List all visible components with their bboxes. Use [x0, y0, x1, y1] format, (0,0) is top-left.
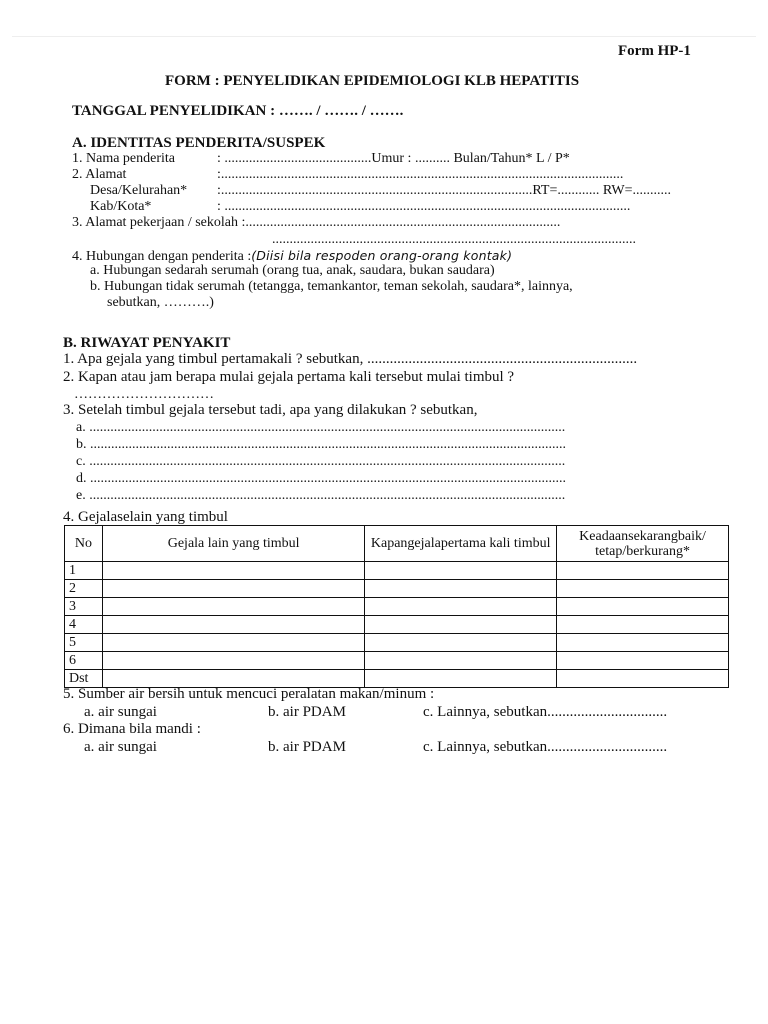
kapan-cell[interactable]	[365, 634, 557, 652]
q3-item-c: c. ........................................................................................................................................	[76, 454, 566, 469]
gejala-table	[64, 525, 729, 688]
keadaan-cell[interactable]	[557, 670, 729, 688]
hubungan-b-cont: sebutkan, ……….)	[107, 295, 214, 310]
question-4: 4. Gejalaselain yang timbul	[63, 509, 228, 525]
kapan-cell[interactable]	[365, 562, 557, 580]
hubungan-label-text: 4. Hubungan dengan penderita :	[72, 249, 252, 264]
gejala-cell[interactable]	[102, 616, 364, 634]
header-kapan: Kapangejalapertama kali timbul	[365, 526, 557, 562]
q6-option-a[interactable]: a. air sungai	[84, 739, 157, 755]
table-row	[65, 652, 729, 670]
q3-item-e: e. ........................................................................................................................................	[76, 488, 566, 503]
q3-item-b: b. ........................................................................................................................................	[76, 437, 566, 452]
nama-label: 1. Nama penderita	[72, 151, 176, 166]
page-title: FORM : PENYELIDIKAN EPIDEMIOLOGI KLB HEPATITIS	[165, 73, 580, 89]
keadaan-cell[interactable]	[557, 580, 729, 598]
table-header-row	[65, 526, 729, 562]
row-number: Dst	[65, 670, 103, 688]
keadaan-cell[interactable]	[557, 616, 729, 634]
gejala-cell[interactable]	[102, 652, 364, 670]
kab-field: : ....................................................................................................................	[217, 199, 631, 214]
hubungan-note: (Diisi bila respoden orang-orang kontak)	[251, 248, 513, 263]
table-row	[65, 634, 729, 652]
header-keadaan: Keadaansekarangbaik/ tetap/berkurang*	[557, 526, 729, 562]
row-number: 6	[65, 652, 103, 670]
keadaan-cell[interactable]	[557, 562, 729, 580]
question-1: 1. Apa gejala yang timbul pertamakali ? sebutkan, ........................................................................	[63, 351, 638, 367]
table-row	[65, 616, 729, 634]
table-row	[65, 598, 729, 616]
keadaan-cell[interactable]	[557, 634, 729, 652]
alamat-label: 2. Alamat	[72, 167, 127, 182]
gejala-cell[interactable]	[102, 634, 364, 652]
alamat-pekerjaan-cont: ........................................................................................................	[272, 232, 636, 247]
q6-option-b[interactable]: b. air PDAM	[268, 739, 346, 755]
top-divider	[12, 36, 756, 37]
desa-label: Desa/Kelurahan*	[90, 183, 188, 198]
q5-option-c[interactable]: c. Lainnya, sebutkan................................	[423, 704, 668, 720]
question-2: 2. Kapan atau jam berapa mulai gejala pertama kali tersebut mulai timbul ?	[63, 369, 515, 385]
keadaan-cell[interactable]	[557, 598, 729, 616]
kapan-cell[interactable]	[365, 598, 557, 616]
row-number: 3	[65, 598, 103, 616]
header-gejala: Gejala lain yang timbul	[102, 526, 364, 562]
gejala-cell[interactable]	[102, 598, 364, 616]
q5-option-b[interactable]: b. air PDAM	[268, 704, 346, 720]
tanggal-penyelidikan: TANGGAL PENYELIDIKAN : ……. / ……. / …….	[72, 103, 404, 119]
question-3: 3. Setelah timbul gejala tersebut tadi, apa yang dilakukan ? sebutkan,	[63, 402, 478, 418]
hubungan-b: b. Hubungan tidak serumah (tetangga, temankantor, teman sekolah, saudara*, lainnya,	[90, 279, 573, 294]
form-code: Form HP-1	[618, 43, 691, 59]
table-row	[65, 562, 729, 580]
table-row	[65, 580, 729, 598]
q6-option-c[interactable]: c. Lainnya, sebutkan................................	[423, 739, 668, 755]
row-number: 1	[65, 562, 103, 580]
q5-option-a[interactable]: a. air sungai	[84, 704, 157, 720]
nama-field: : ..........................................Umur : .......... Bulan/Tahun* L / P*	[217, 151, 570, 166]
hubungan-a: a. Hubungan sedarah serumah (orang tua, anak, saudara, bukan saudara)	[90, 263, 495, 278]
keadaan-cell[interactable]	[557, 652, 729, 670]
q3-item-d: d. ........................................................................................................................................	[76, 471, 566, 486]
desa-field: :.........................................................................................RT=............ RW=...........	[217, 183, 672, 198]
row-number: 5	[65, 634, 103, 652]
section-b-heading: B. RIWAYAT PENYAKIT	[63, 335, 231, 351]
gejala-cell[interactable]	[102, 562, 364, 580]
kapan-cell[interactable]	[365, 616, 557, 634]
row-number: 4	[65, 616, 103, 634]
alamat-field: :...................................................................................................................	[217, 167, 624, 182]
question-5: 5. Sumber air bersih untuk mencuci peralatan makan/minum :	[63, 686, 435, 702]
question-6: 6. Dimana bila mandi :	[63, 721, 201, 737]
kapan-cell[interactable]	[365, 652, 557, 670]
kab-label: Kab/Kota*	[90, 199, 152, 214]
gejala-cell[interactable]	[102, 580, 364, 598]
alamat-pekerjaan: 3. Alamat pekerjaan / sekolah :..........................................................................................	[72, 215, 561, 230]
row-number: 2	[65, 580, 103, 598]
q3-item-a: a. ........................................................................................................................................	[76, 420, 566, 435]
kapan-cell[interactable]	[365, 580, 557, 598]
section-a-heading: A. IDENTITAS PENDERITA/SUSPEK	[72, 135, 326, 151]
header-no: No	[65, 526, 103, 562]
question-2-dots: …………………………	[74, 387, 214, 402]
